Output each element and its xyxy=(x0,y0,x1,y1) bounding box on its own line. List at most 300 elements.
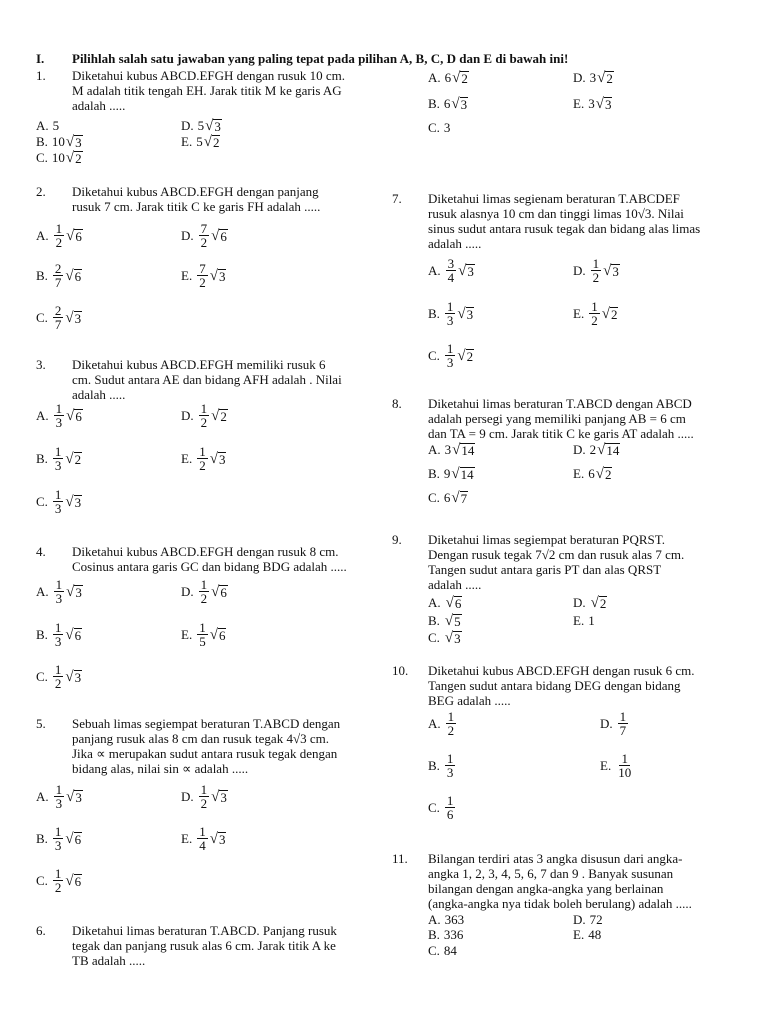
option-label: D. xyxy=(573,442,586,457)
radicand: 3 xyxy=(218,451,226,467)
fraction xyxy=(446,710,457,737)
radical-sign: √ xyxy=(65,450,74,467)
fraction-denominator: 2 xyxy=(55,235,63,250)
fraction xyxy=(54,222,65,249)
fraction-numerator: 1 xyxy=(446,341,454,356)
option-e[interactable] xyxy=(181,445,226,472)
square-root xyxy=(445,614,462,628)
option-b[interactable] xyxy=(428,752,456,779)
radicand: 14 xyxy=(606,443,620,458)
option-c[interactable] xyxy=(36,304,82,331)
question-stem-line: adalah ..... xyxy=(428,236,482,251)
fraction xyxy=(197,825,208,852)
radical-sign: √ xyxy=(445,595,454,611)
option-coefficient: 3 xyxy=(589,70,597,85)
question-stem xyxy=(72,923,382,968)
option-label: E. xyxy=(573,613,585,628)
option-label: D. xyxy=(573,70,586,85)
question-stem-line: Diketahui kubus ABCD.EFGH memiliki rusuk 6 xyxy=(72,357,326,372)
option-label: B. xyxy=(428,305,440,321)
option-a[interactable] xyxy=(428,912,464,928)
option-label: C. xyxy=(428,347,440,363)
radicand: 2 xyxy=(606,71,613,86)
option-label: B. xyxy=(36,134,48,149)
question-stem-line: tegak dan panjang rusuk alas 6 cm. Jarak titik A ke xyxy=(72,938,336,953)
fraction-numerator: 7 xyxy=(200,221,208,236)
radicand: 3 xyxy=(467,263,474,279)
radical-sign: √ xyxy=(597,442,606,458)
option-label: B. xyxy=(428,927,440,942)
option-coefficient: 84 xyxy=(443,943,457,958)
fraction-numerator: 1 xyxy=(55,577,63,592)
option-label: D. xyxy=(573,912,586,927)
radical-sign: √ xyxy=(452,442,461,458)
fraction-denominator: 4 xyxy=(199,838,206,853)
fraction-numerator: 1 xyxy=(55,401,63,416)
fraction-denominator: 2 xyxy=(447,723,455,738)
fraction-denominator: 5 xyxy=(199,634,206,649)
fraction-denominator: 2 xyxy=(200,796,208,811)
square-root xyxy=(591,596,608,610)
question-number: 10. xyxy=(392,663,409,678)
fraction xyxy=(199,402,210,429)
option-coefficient: 363 xyxy=(444,912,465,927)
question-stem-line: Cosinus antara garis GC dan bidang BDG adalah ..... xyxy=(72,559,347,574)
square-root xyxy=(66,135,83,149)
question-stem-line: Diketahui limas segienam beraturan T.ABCDEF xyxy=(428,191,680,206)
option-label: A. xyxy=(36,788,49,804)
question-stem-line: Diketahui kubus ABCD.EFGH dengan rusuk 6 cm. xyxy=(428,663,695,678)
square-root xyxy=(65,832,82,846)
question-stem-line: Diketahui limas segiempat beraturan PQRST. xyxy=(428,532,665,547)
radical-sign: √ xyxy=(451,96,460,112)
instruction-header xyxy=(36,51,568,67)
fraction xyxy=(53,621,64,648)
square-root xyxy=(66,409,83,423)
option-coefficient: 336 xyxy=(443,927,464,942)
question-number: 1. xyxy=(36,68,46,83)
option-coefficient: 6 xyxy=(444,70,452,85)
option-c[interactable] xyxy=(428,630,462,646)
fraction xyxy=(53,304,64,331)
square-root xyxy=(602,307,619,321)
fraction xyxy=(446,257,457,284)
radical-sign: √ xyxy=(211,583,220,600)
fraction-numerator: 7 xyxy=(199,261,206,276)
option-c[interactable] xyxy=(428,794,456,821)
radicand: 6 xyxy=(74,831,82,847)
option-label: A. xyxy=(428,70,441,85)
fraction-numerator: 1 xyxy=(200,782,208,797)
square-root xyxy=(65,269,82,283)
fraction xyxy=(445,794,456,821)
option-d[interactable] xyxy=(573,912,603,928)
radicand: 14 xyxy=(461,443,475,458)
radicand: 7 xyxy=(460,491,468,506)
square-root xyxy=(445,631,462,645)
option-label: A. xyxy=(428,442,441,457)
question-stem-line: M adalah titik tengah EH. Jarak titik M ke garis AG xyxy=(72,83,342,98)
square-root xyxy=(66,229,83,243)
option-label: E. xyxy=(573,466,585,481)
option-label: E. xyxy=(181,450,193,466)
question-stem-line: Jika ∝ merupakan sudut antara rusuk tegak dengan xyxy=(72,746,338,761)
square-root xyxy=(66,151,83,165)
option-e[interactable] xyxy=(573,613,595,629)
option-b[interactable] xyxy=(428,613,462,629)
radicand: 3 xyxy=(454,631,461,646)
fraction-denominator: 2 xyxy=(199,458,206,473)
fraction xyxy=(589,300,600,327)
option-c[interactable] xyxy=(428,120,450,136)
question-stem-line: Diketahui kubus ABCD.EFGH dengan rusuk 10 cm. xyxy=(72,68,345,83)
section-number: I. xyxy=(36,51,45,66)
radicand: 3 xyxy=(218,831,226,847)
question-stem-line: Diketahui limas beraturan T.ABCD dengan ABCD xyxy=(428,396,692,411)
question-stem-line: adalah ..... xyxy=(72,98,126,113)
option-a[interactable] xyxy=(36,222,83,249)
square-root xyxy=(66,585,83,599)
option-b[interactable] xyxy=(428,96,468,112)
square-root xyxy=(451,491,468,505)
radicand: 3 xyxy=(74,494,82,510)
radicand: 3 xyxy=(214,119,221,134)
square-root xyxy=(451,467,474,481)
question-number: 9. xyxy=(392,532,402,547)
option-label: A. xyxy=(428,912,441,927)
square-root xyxy=(211,229,228,243)
question-stem-line: BEG adalah ..... xyxy=(428,693,511,708)
radicand: 2 xyxy=(212,135,220,150)
square-root xyxy=(211,790,228,804)
square-root xyxy=(211,409,228,423)
option-b[interactable] xyxy=(428,466,475,482)
question-stem xyxy=(428,663,738,708)
option-e[interactable] xyxy=(573,300,618,327)
option-label: A. xyxy=(36,118,49,133)
question-stem-line: Bilangan terdiri atas 3 angka disusun dari angka- xyxy=(428,851,683,866)
option-coefficient: 2 xyxy=(589,442,597,457)
radicand: 2 xyxy=(75,151,82,166)
radicand: 2 xyxy=(599,596,607,611)
square-root xyxy=(66,790,83,804)
radicand: 6 xyxy=(75,228,82,244)
fraction-numerator: 1 xyxy=(55,221,63,236)
option-a[interactable] xyxy=(36,578,83,605)
fraction-denominator: 3 xyxy=(54,458,62,473)
question-stem-line: Diketahui kubus ABCD.EFGH dengan panjang xyxy=(72,184,319,199)
option-label: B. xyxy=(36,450,48,466)
option-d[interactable] xyxy=(181,118,222,134)
question-stem-line: Diketahui kubus ABCD.EFGH dengan rusuk 8 cm. xyxy=(72,544,339,559)
question-number: 2. xyxy=(36,184,46,199)
option-d[interactable] xyxy=(181,578,228,605)
option-coefficient: 3 xyxy=(443,120,451,135)
radicand: 2 xyxy=(466,348,474,364)
option-e[interactable] xyxy=(181,621,226,648)
fraction xyxy=(199,578,210,605)
option-coefficient: 5 xyxy=(52,118,60,133)
square-root xyxy=(452,71,469,85)
square-root xyxy=(446,596,463,610)
radical-sign: √ xyxy=(65,668,74,685)
option-a[interactable] xyxy=(428,442,475,458)
radical-sign: √ xyxy=(601,305,610,322)
radicand: 3 xyxy=(75,789,82,805)
fraction xyxy=(197,445,208,472)
radical-sign: √ xyxy=(211,788,220,805)
option-label: E. xyxy=(573,927,585,942)
option-e[interactable] xyxy=(600,752,634,779)
fraction-numerator: 1 xyxy=(446,751,454,766)
radicand: 3 xyxy=(75,584,82,600)
option-a[interactable] xyxy=(428,257,475,284)
fraction xyxy=(199,222,210,249)
question-stem-line: Sebuah limas segiempat beraturan T.ABCD dengan xyxy=(72,716,341,731)
fraction-denominator: 2 xyxy=(200,235,208,250)
option-a[interactable] xyxy=(36,402,83,429)
question-stem xyxy=(428,191,738,251)
square-root xyxy=(65,452,82,466)
option-label: E. xyxy=(181,134,193,149)
fraction-denominator: 7 xyxy=(54,317,62,332)
option-label: B. xyxy=(428,613,440,628)
radicand: 3 xyxy=(75,135,82,150)
fraction-denominator: 3 xyxy=(54,838,62,853)
fraction-denominator: 3 xyxy=(54,634,62,649)
radicand: 6 xyxy=(220,228,227,244)
radicand: 3 xyxy=(460,97,468,112)
option-c[interactable] xyxy=(36,150,83,166)
radical-sign: √ xyxy=(65,872,74,889)
question-number: 8. xyxy=(392,396,402,411)
question-stem xyxy=(72,68,382,113)
radical-sign: √ xyxy=(203,134,212,150)
fraction-numerator: 1 xyxy=(200,401,208,416)
option-coefficient: 6 xyxy=(443,490,451,505)
option-coefficient: 6 xyxy=(588,466,595,481)
option-c[interactable] xyxy=(428,490,468,506)
radical-sign: √ xyxy=(451,490,460,506)
radical-sign: √ xyxy=(209,626,218,643)
fraction-denominator: 2 xyxy=(199,275,206,290)
option-coefficient: 6 xyxy=(443,96,451,111)
fraction-denominator: 10 xyxy=(618,765,632,780)
radical-sign: √ xyxy=(209,830,218,847)
radicand: 6 xyxy=(220,584,227,600)
option-label: D. xyxy=(181,583,194,599)
option-e[interactable] xyxy=(573,96,612,112)
fraction xyxy=(445,342,456,369)
square-root xyxy=(210,628,227,642)
option-a[interactable] xyxy=(428,710,457,737)
radicand: 14 xyxy=(460,467,474,482)
fraction-numerator: 1 xyxy=(619,709,627,724)
fraction-denominator: 3 xyxy=(446,355,454,370)
radical-sign: √ xyxy=(66,407,75,424)
option-d[interactable] xyxy=(573,595,607,611)
radicand: 3 xyxy=(74,310,82,326)
option-e[interactable] xyxy=(181,262,226,289)
radical-sign: √ xyxy=(444,613,454,629)
fraction-denominator: 3 xyxy=(446,313,454,328)
instruction-text: Pilihlah salah satu jawaban yang paling tepat pada pilihan A, B, C, D dan E di bawah ini! xyxy=(72,51,569,66)
option-c[interactable] xyxy=(428,342,474,369)
fraction-numerator: 1 xyxy=(447,709,455,724)
option-b[interactable] xyxy=(428,927,463,943)
option-e[interactable] xyxy=(573,466,612,482)
radical-sign: √ xyxy=(209,450,218,467)
option-label: C. xyxy=(428,120,440,135)
question-stem-line: Dengan rusuk tegak 7√2 cm dan rusuk alas 7 cm. xyxy=(428,547,685,562)
fraction-numerator: 1 xyxy=(54,487,62,502)
option-c[interactable] xyxy=(36,663,82,690)
option-label: C. xyxy=(36,309,48,325)
question-number: 11. xyxy=(392,851,408,866)
option-a[interactable] xyxy=(36,118,59,134)
square-root xyxy=(210,832,227,846)
option-e[interactable] xyxy=(181,134,220,150)
fraction-denominator: 2 xyxy=(200,591,208,606)
radicand: 2 xyxy=(220,408,227,424)
option-coefficient: 10 xyxy=(51,134,65,149)
option-label: C. xyxy=(36,150,48,165)
fraction-numerator: 1 xyxy=(591,299,598,314)
option-label: E. xyxy=(573,305,585,321)
radical-sign: √ xyxy=(451,466,460,482)
fraction xyxy=(197,621,208,648)
radical-sign: √ xyxy=(65,493,74,510)
option-label: A. xyxy=(428,262,441,278)
question-stem-line: Diketahui limas beraturan T.ABCD. Panjang rusuk xyxy=(72,923,337,938)
question-number: 4. xyxy=(36,544,46,559)
option-b[interactable] xyxy=(36,262,82,289)
radical-sign: √ xyxy=(457,305,466,322)
fraction-denominator: 2 xyxy=(200,415,208,430)
option-label: D. xyxy=(573,262,586,278)
option-a[interactable] xyxy=(428,70,469,86)
option-label: D. xyxy=(573,595,586,610)
question-stem-line: rusuk 7 cm. Jarak titik C ke garis FH adalah ..... xyxy=(72,199,321,214)
option-c[interactable] xyxy=(36,488,82,515)
option-c[interactable] xyxy=(36,867,82,894)
option-b[interactable] xyxy=(428,300,474,327)
radicand: 3 xyxy=(604,97,612,112)
option-e[interactable] xyxy=(573,927,601,943)
option-label: C. xyxy=(428,799,440,815)
option-d[interactable] xyxy=(181,402,228,429)
option-d[interactable] xyxy=(600,710,629,737)
square-root xyxy=(596,467,613,481)
radical-sign: √ xyxy=(211,407,220,424)
fraction-numerator: 1 xyxy=(54,620,62,635)
option-b[interactable] xyxy=(36,621,82,648)
fraction-denominator: 2 xyxy=(54,676,62,691)
option-label: D. xyxy=(600,715,613,731)
radical-sign: √ xyxy=(65,830,74,847)
fraction-numerator: 1 xyxy=(54,444,62,459)
fraction-numerator: 1 xyxy=(55,782,63,797)
option-label: A. xyxy=(36,583,49,599)
fraction xyxy=(53,262,64,289)
square-root xyxy=(596,97,613,111)
option-c[interactable] xyxy=(428,943,457,959)
option-label: D. xyxy=(181,118,194,133)
option-label: D. xyxy=(181,227,194,243)
option-d[interactable] xyxy=(181,222,228,249)
option-b[interactable] xyxy=(36,134,83,150)
radical-sign: √ xyxy=(452,70,461,86)
square-root xyxy=(65,670,82,684)
radical-sign: √ xyxy=(66,583,75,600)
question-stem-line: adalah ..... xyxy=(72,387,126,402)
option-label: D. xyxy=(181,788,194,804)
fraction-numerator: 2 xyxy=(54,261,62,276)
fraction-numerator: 1 xyxy=(54,866,62,881)
radical-sign: √ xyxy=(66,788,75,805)
fraction xyxy=(53,867,64,894)
question-number: 6. xyxy=(36,923,46,938)
radical-sign: √ xyxy=(444,630,454,646)
fraction-numerator: 1 xyxy=(446,299,454,314)
radicand: 6 xyxy=(74,627,82,643)
option-d[interactable] xyxy=(181,783,228,810)
option-label: C. xyxy=(428,943,440,958)
option-d[interactable] xyxy=(573,70,614,86)
option-b[interactable] xyxy=(36,825,82,852)
option-a[interactable] xyxy=(36,783,83,810)
option-coefficient: 9 xyxy=(443,466,451,481)
square-root xyxy=(458,264,475,278)
radicand: 3 xyxy=(612,263,619,279)
fraction-numerator: 1 xyxy=(54,662,62,677)
option-label: C. xyxy=(36,872,48,888)
option-e[interactable] xyxy=(181,825,226,852)
radical-sign: √ xyxy=(595,96,604,112)
option-d[interactable] xyxy=(573,257,620,284)
option-d[interactable] xyxy=(573,442,620,458)
question-stem-line: bidang alas, nilai sin ∝ adalah ..... xyxy=(72,761,249,776)
radicand: 6 xyxy=(218,627,226,643)
question-stem xyxy=(428,851,738,911)
radicand: 3 xyxy=(74,669,82,685)
fraction-denominator: 2 xyxy=(591,313,598,328)
option-label: C. xyxy=(428,490,440,505)
option-label: C. xyxy=(36,668,48,684)
question-stem xyxy=(72,716,382,776)
radical-sign: √ xyxy=(457,347,466,364)
option-label: B. xyxy=(428,757,440,773)
question-stem-line: cm. Sudut antara AE dan bidang AFH adalah . Nilai xyxy=(72,372,342,387)
option-b[interactable] xyxy=(36,445,82,472)
radical-sign: √ xyxy=(65,267,74,284)
radical-sign: √ xyxy=(65,309,74,326)
question-stem-line: adalah ..... xyxy=(428,577,482,592)
radical-sign: √ xyxy=(597,70,606,86)
question-stem-line: dan TA = 9 cm. Jarak titik C ke garis AT adalah ..... xyxy=(428,426,694,441)
option-label: E. xyxy=(181,626,193,642)
radicand: 3 xyxy=(218,268,226,284)
square-root xyxy=(451,97,468,111)
option-a[interactable] xyxy=(428,595,462,611)
square-root xyxy=(603,264,620,278)
option-label: E. xyxy=(600,757,612,773)
radicand: 2 xyxy=(604,467,612,482)
fraction xyxy=(54,402,65,429)
question-stem xyxy=(428,532,738,592)
option-coefficient: 48 xyxy=(588,927,602,942)
option-label: B. xyxy=(428,466,440,481)
